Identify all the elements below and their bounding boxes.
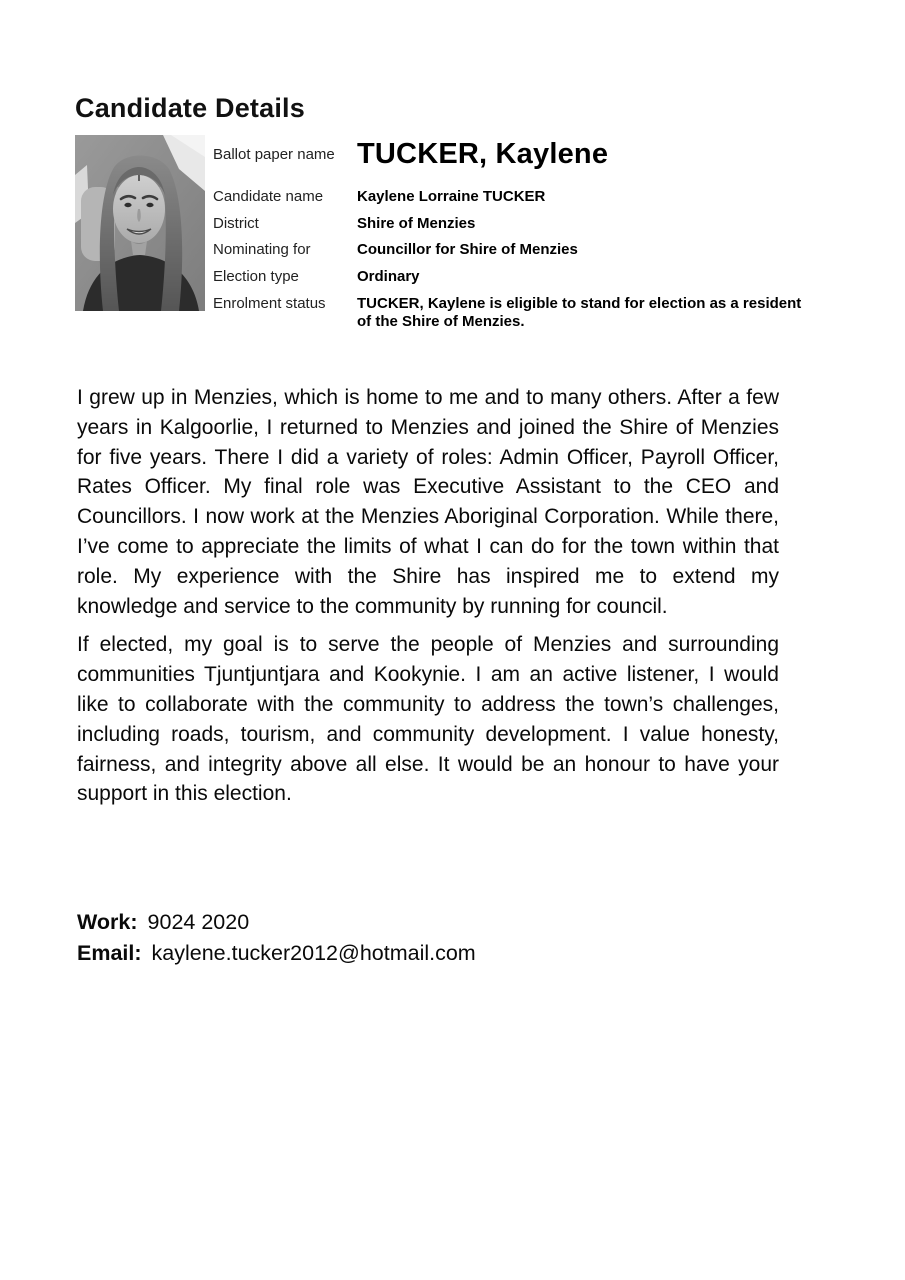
statement-paragraph: I grew up in Menzies, which is home to me and to many others. After a few years in Kalgoorlie, I returned to Menzies and joined the Shire of Menzies for five years. There I did a variety of roles: Admin Officer, Payroll Officer, Rates Officer. My final role was Executive Assistant to the CEO and Councillors. I now work at the Menzies Aboriginal Corporation. While there, I’ve come to appreciate the limits of what I can do for the town within that role. My experience with the Shire has inspired me to extend my knowledge and service to the community by running for council. [77,386,779,618]
detail-label: District [213,215,259,232]
ballot-paper-name-value: TUCKER, Kaylene [357,138,609,170]
email-value: kaylene.tucker2012@hotmail.com [151,941,476,965]
enrolment-status-value: TUCKER, Kaylene is eligible to stand for election as a resident of the Shire of Menzies. [357,295,802,330]
statement-paragraph: If elected, my goal is to serve the people of Menzies and surrounding communities Tjuntjuntjara and Kookynie. I am an active listener, I would like to collaborate with the community to address the town’s challenges, including roads, tourism, and community development. I value honesty, fairness, and integrity above all else. It would be an honour to have your support in this election. [77,633,779,806]
detail-label: Election type [213,268,299,285]
candidate-name-value: Kaylene Lorraine TUCKER [357,188,546,205]
candidate-photo [75,135,205,311]
candidate-statement [77,383,779,818]
page-title: Candidate Details [75,93,305,123]
work-phone-value: 9024 2020 [147,910,250,934]
detail-label: Ballot paper name [213,146,335,163]
detail-label: Enrolment status [213,295,326,312]
detail-label: Nominating for [213,241,311,258]
work-label: Work: [77,910,138,934]
detail-label: Candidate name [213,188,324,205]
nominating-for-value: Councillor for Shire of Menzies [357,241,578,258]
work-phone-line [77,907,779,938]
email-label: Email: [77,941,142,965]
contact-section [77,907,779,969]
email-line [77,938,779,969]
election-type-value: Ordinary [357,268,420,285]
district-value: Shire of Menzies [357,215,476,232]
